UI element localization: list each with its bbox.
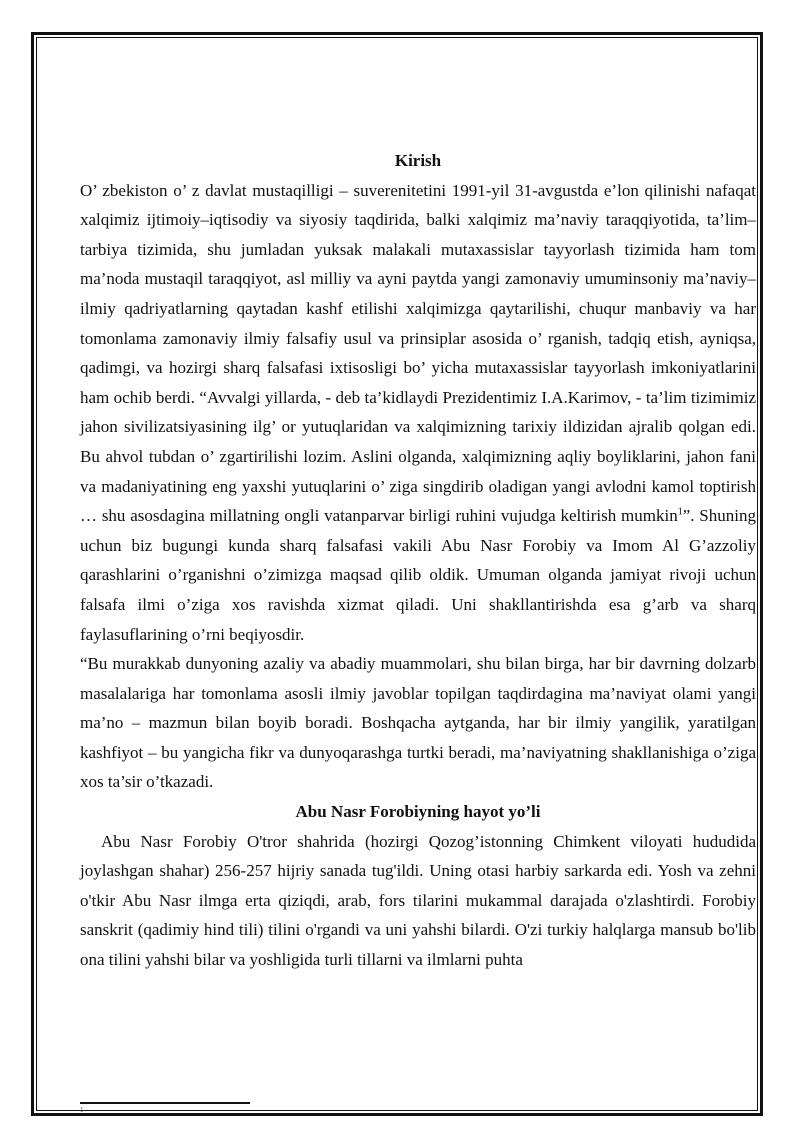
heading-kirish: Kirish bbox=[394, 151, 442, 170]
bio-paragraph-1: Abu Nasr Forobiy O'tror shahrida (hozirgi Qozog’istonning Chimkent viloyati hududida joylashgan shahar) 256-257 hijriy sanada tug'ildi. Uning otasi harbiy sarkarda edi. Yosh va zehni o'tkir Abu Nasr ilmga erta qiziqdi, arab, fors tilarini mukammal darajada o'zlashtirdi. Forobiy sanskrit (qadimiy hind tili) tilini o'rgandi va uni yahshi bilardi. O'zi turkiy halqlarga mansub bo'lib ona tilini yahshi bilar va yoshligida turli tillarni va ilmlarni puhta bbox=[80, 831, 756, 970]
intro-paragraph-2: “Bu murakkab dunyoning azaliy va abadiy muammolari, shu bilan birga, har bir davrning dolzarb masalalariga har tomonlama asosli ilmiy javoblar topilgan taqdirdagina ma’naviyat olami yangi ma’no – mazmun bilan boyib boradi. Boshqacha aytganda, har bir ilmiy yangilik, yaratilgan kashfiyot – bu yangicha fikr va dunyoqarashga turtki beradi, ma’naviyatning shakllanishiga o’ziga xos ta’sir o’tkazadi. bbox=[80, 654, 756, 792]
document-body bbox=[80, 146, 756, 975]
footnote-separator bbox=[80, 1102, 250, 1104]
intro-paragraph-1 bbox=[80, 176, 756, 650]
footnote-reference[interactable]: 1 bbox=[677, 506, 683, 518]
heading-forobiy-life: Abu Nasr Forobiyning hayot yo’li bbox=[295, 802, 541, 822]
intro-paragraph-1-text: O’ zbekiston o’ z davlat mustaqilligi – suverenitetini 1991-yil 31-avgustda e’lon qilinishi nafaqat xalqimiz ijtimoiy–iqtisodiy va siyosiy taqdirida, balki xalqimiz ma’naviy taraqqiyotida, ta’lim–tarbiya tizimida, shu jumladan yuksak malakali mutaxassislar tayyorlash tizimida ham tom ma’noda mustaqil taraqqiyot, asl milliy va ayni paytda yangi zamonaviy umuminsoniy ma’naviy–ilmiy qadriyatlarning qaytadan kashf etilishi xalqimizga qaytarilishi, chuqur manbaviy va har tomonlama zamonaviy ilmiy falsafiy usul va prinsiplar asosida o’ rganish, tadqiq etish, ayniqsa, qadimgi, va hozirgi sharq falsafasi ixtisosligi bo’ yicha mutaxassislar tayyorlash imkoniyatlarini ham ochib berdi. “Avvalgi yillarda, - deb ta’kidlaydi Prezidentimiz I.A.Karimov, - ta’lim tizimimiz jahon sivilizatsiyasining ilg’ or yutuqlaridan va xalqimizning tarixiy ildizidan ajralib qolgan edi. Bu ahvol tubdan o’ zgartirilishi lozim. Aslini olganda, xalqimizning aqliy boyliklarini, jahon fani va madaniyatining eng yaxshi yutuqlarini o’ ziga singdirib oladigan yangi avlodni kamol toptirish … shu asosdagina millatning ongli vatanparvar birligi ruhini vujudga keltirish mumkin bbox=[80, 180, 756, 526]
intro-paragraph-1-continued: ”. Shuning uchun biz bugungi kunda sharq falsafasi vakili Abu Nasr Forobiy va Imom Al G’azzoliy qarashlarini o’rganishni o’zimizga maqsad qilib oldik. Umuman olganda jamiyat rivoji uchun falsafa ilmi o’ziga xos ravishda xizmat qiladi. Uni shakllantirishda esa g’arb va sharq faylasuflarining o’rni beqiyosdir. bbox=[80, 506, 756, 644]
footnote-number: 1 bbox=[80, 1106, 84, 1114]
